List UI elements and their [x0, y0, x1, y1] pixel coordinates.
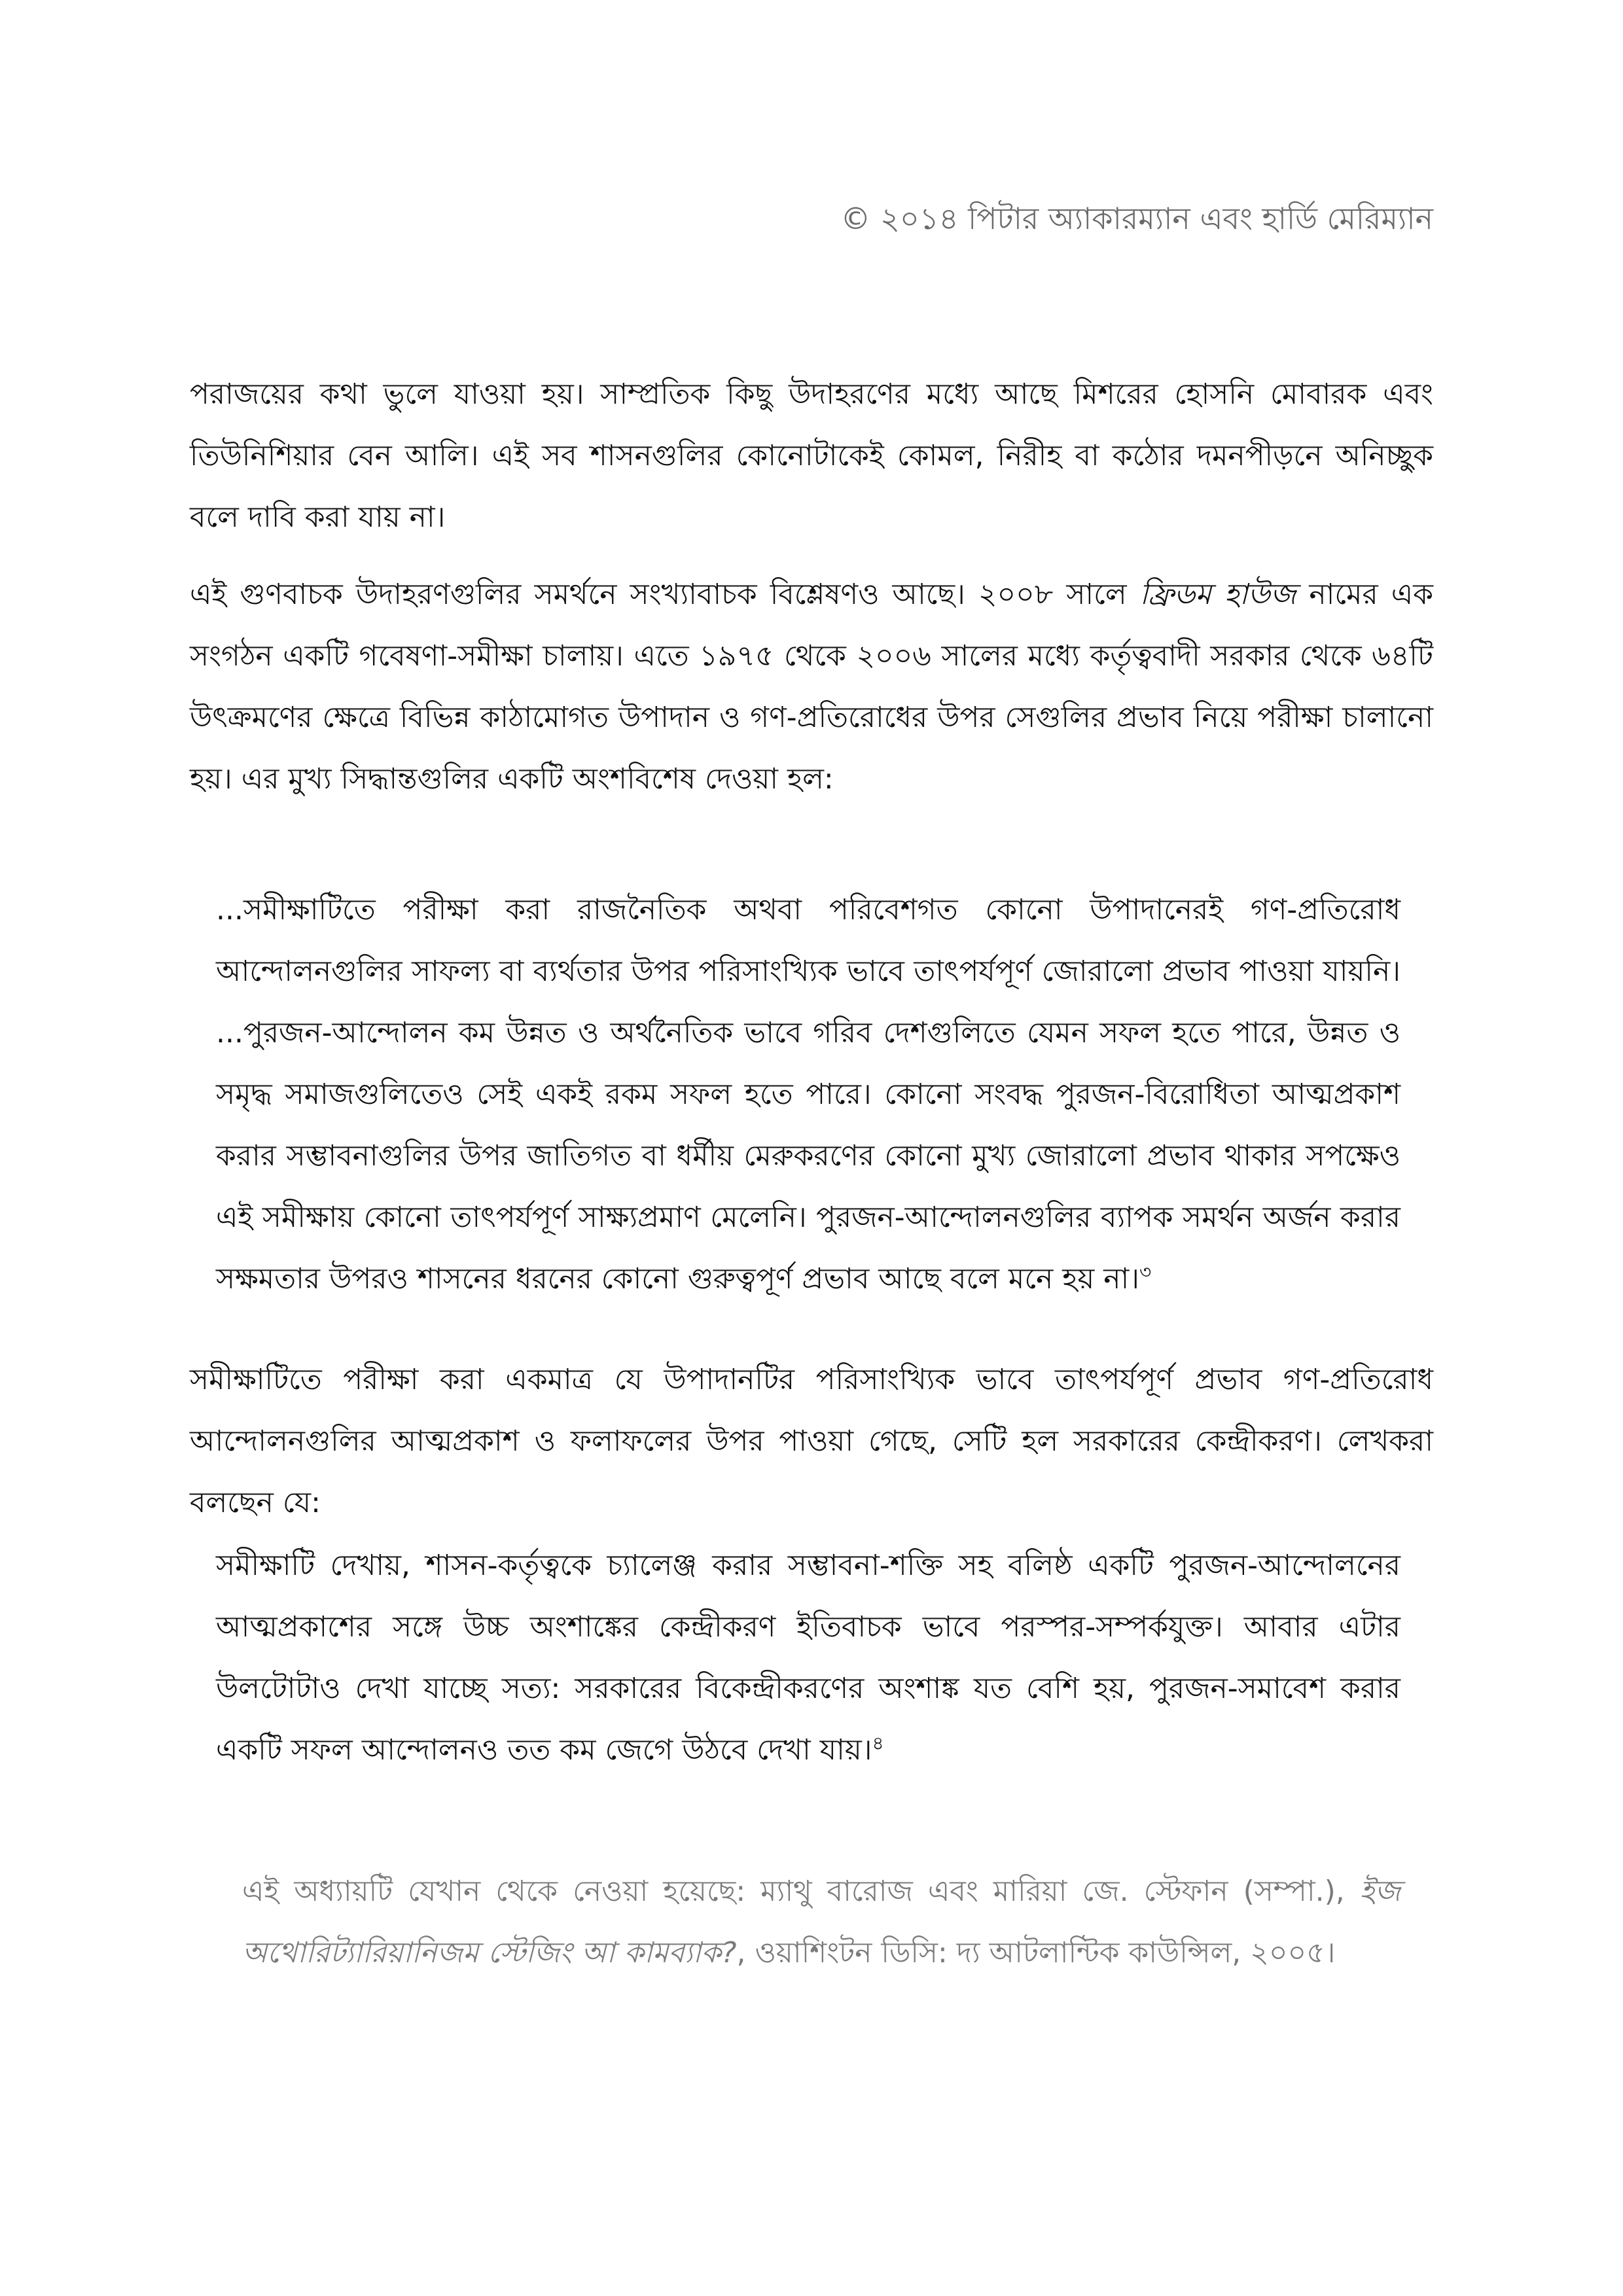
block-quote-1: [216, 879, 1400, 1310]
block-quote-2-text: সমীক্ষাটি দেখায়, শাসন-কর্তৃত্বকে চ্যালেঞ্জ করার সম্ভাবনা-শক্তি সহ বলিষ্ঠ একটি পুরজন-আন্দোলনের আত্মপ্রকাশের সঙ্গে উচ্চ অংশাঙ্কের কেন্দ্রীকরণ ইতিবাচক ভাবে পরস্পর-সম্পর্কযুক্ত। আবার এটার উলটোটাও দেখা যাচ্ছে সত্য: সরকারের বিকেন্দ্রীকরণের অংশাঙ্ক যত বেশি হয়, পুরজন-সমাবেশ করার একটি সফল আন্দোলনও তত কম জেগে উঠবে দেখা যায়।: [216, 1549, 1400, 1767]
block-quote-2: [216, 1535, 1400, 1781]
footnote-marker-3: ৩: [1139, 1261, 1152, 1283]
source-note-text-a: এই অধ্যায়টি যেখান থেকে নেওয়া হয়েছে: ম্যাথু বারোজ এবং মারিয়া জে. স্টেফান (সম্পা.),: [242, 1875, 1360, 1908]
paragraph-2-italic: ফ্রিডম হাউজ: [1139, 578, 1296, 611]
source-note: [242, 1861, 1400, 1984]
paragraph-2: [190, 564, 1433, 810]
copyright-notice: © ২০১৪ পিটার অ্যাকারম্যান এবং হার্ডি মেরিম্যান: [840, 201, 1433, 236]
paragraph-1: পরাজয়ের কথা ভুলে যাওয়া হয়। সাম্প্রতিক কিছু উদাহরণের মধ্যে আছে মিশরের হোসনি মোবারক এবং তিউনিশিয়ার বেন আলি। এই সব শাসনগুলির কোনোটাকেই কোমল, নিরীহ বা কঠোর দমনপীড়নে অনিচ্ছুক বলে দাবি করা যায় না।: [190, 378, 1433, 534]
block-quote-1-text: ...সমীক্ষাটিতে পরীক্ষা করা রাজনৈতিক অথবা পরিবেশগত কোনো উপাদানেরই গণ-প্রতিরোধ আন্দোলনগুলির সাফল্য বা ব্যর্থতার উপর পরিসাংখ্যিক ভাবে তাৎপর্যপূর্ণ জোরালো প্রভাব পাওয়া যায়নি। ...পুরজন-আন্দোলন কম উন্নত ও অর্থনৈতিক ভাবে গরিব দেশগুলিতে যেমন সফল হতে পারে, উন্নত ও সমৃদ্ধ সমাজগুলিতেও সেই একই রকম সফল হতে পারে। কোনো সংবদ্ধ পুরজন-বিরোধিতা আত্মপ্রকাশ করার সম্ভাবনাগুলির উপর জাতিগত বা ধর্মীয় মেরুকরণের কোনো মুখ্য জোরালো প্রভাব থাকার সপক্ষেও এই সমীক্ষায় কোনো তাৎপর্যপূর্ণ সাক্ষ্যপ্রমাণ মেলেনি। পুরজন-আন্দোলনগুলির ব্যাপক সমর্থন অর্জন করার সক্ষমতার উপরও শাসনের ধরনের কোনো গুরুত্বপূর্ণ প্রভাব আছে বলে মনে হয় না।: [216, 893, 1400, 1296]
paragraph-2-text-a: এই গুণবাচক উদাহরণগুলির সমর্থনে সংখ্যাবাচক বিশ্লেষণও আছে। ২০০৮ সালে: [190, 578, 1140, 611]
paragraph-2-text-b: নামের এক সংগঠন একটি গবেষণা-সমীক্ষা চালায়। এতে ১৯৭৫ থেকে ২০০৬ সালের মধ্যে কর্তৃত্ববাদী সরকার থেকে ৬৪টি উৎক্রমণের ক্ষেত্রে বিভিন্ন কাঠামোগত উপাদান ও গণ-প্রতিরোধের উপর সেগুলির প্রভাব নিয়ে পরীক্ষা চালানো হয়। এর মুখ্য সিদ্ধান্তগুলির একটি অংশবিশেষ দেওয়া হল:: [190, 578, 1433, 796]
paragraph-3: সমীক্ষাটিতে পরীক্ষা করা একমাত্র যে উপাদানটির পরিসাংখ্যিক ভাবে তাৎপর্যপূর্ণ প্রভাব গণ-প্রতিরোধ আন্দোলনগুলির আত্মপ্রকাশ ও ফলাফলের উপর পাওয়া গেছে, সেটি হল সরকারের কেন্দ্রীকরণ। লেখকরা বলছেন যে:: [190, 1363, 1433, 1519]
source-note-text-b: , ওয়াশিংটন ডিসি: দ্য আটলান্টিক কাউন্সিল, ২০০৫।: [736, 1936, 1336, 1969]
source-note-italic-title: ইজ অথোরিট্যারিয়ানিজম স্টেজিং আ কামব্যাক?: [242, 1875, 1400, 1969]
footnote-marker-4: ৪: [872, 1732, 884, 1754]
